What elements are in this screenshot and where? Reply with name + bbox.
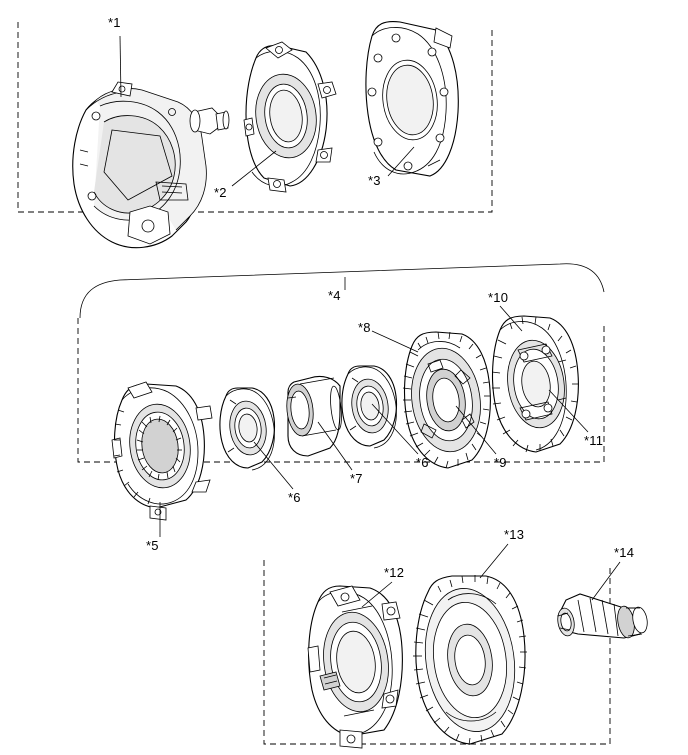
callout-label-10: *10 [488,290,509,305]
part-1-vacuum-pump-housing [73,82,229,248]
callout-label-1: *1 [108,15,121,30]
callout-label-2: *2 [214,185,227,200]
part-6b-seal-ring [342,366,397,448]
part-13-camshaft-timing-sprocket [413,575,527,745]
callout-label-13: *13 [504,527,525,542]
part-7-spacer-sleeve [284,376,343,456]
callout-label-6a: *6 [288,490,301,505]
callout-label-12: *12 [384,565,405,580]
part-5-front-cover-plate [112,382,212,520]
part-3-gasket-plate [366,22,458,176]
callout-label-9: *9 [494,455,507,470]
part-9-vvt-rotor [403,332,490,468]
part-2-oil-seal-retainer [244,42,336,192]
callout-label-6b: *6 [416,455,429,470]
part-10-vvt-housing [492,316,578,452]
callout-label-4: *4 [328,288,341,303]
part-14-timing-gear-bolt [556,594,649,639]
group-bracket-4 [80,264,604,318]
callout-label-14: *14 [614,545,635,560]
callout-label-7: *7 [350,471,363,486]
callout-label-5: *5 [146,538,159,553]
callout-label-11: *11 [584,433,604,448]
callout-label-3: *3 [368,173,381,188]
callout-label-8: *8 [358,320,371,335]
part-12-timing-gear-bracket [308,586,402,748]
part-6a-seal-ring [220,388,275,470]
